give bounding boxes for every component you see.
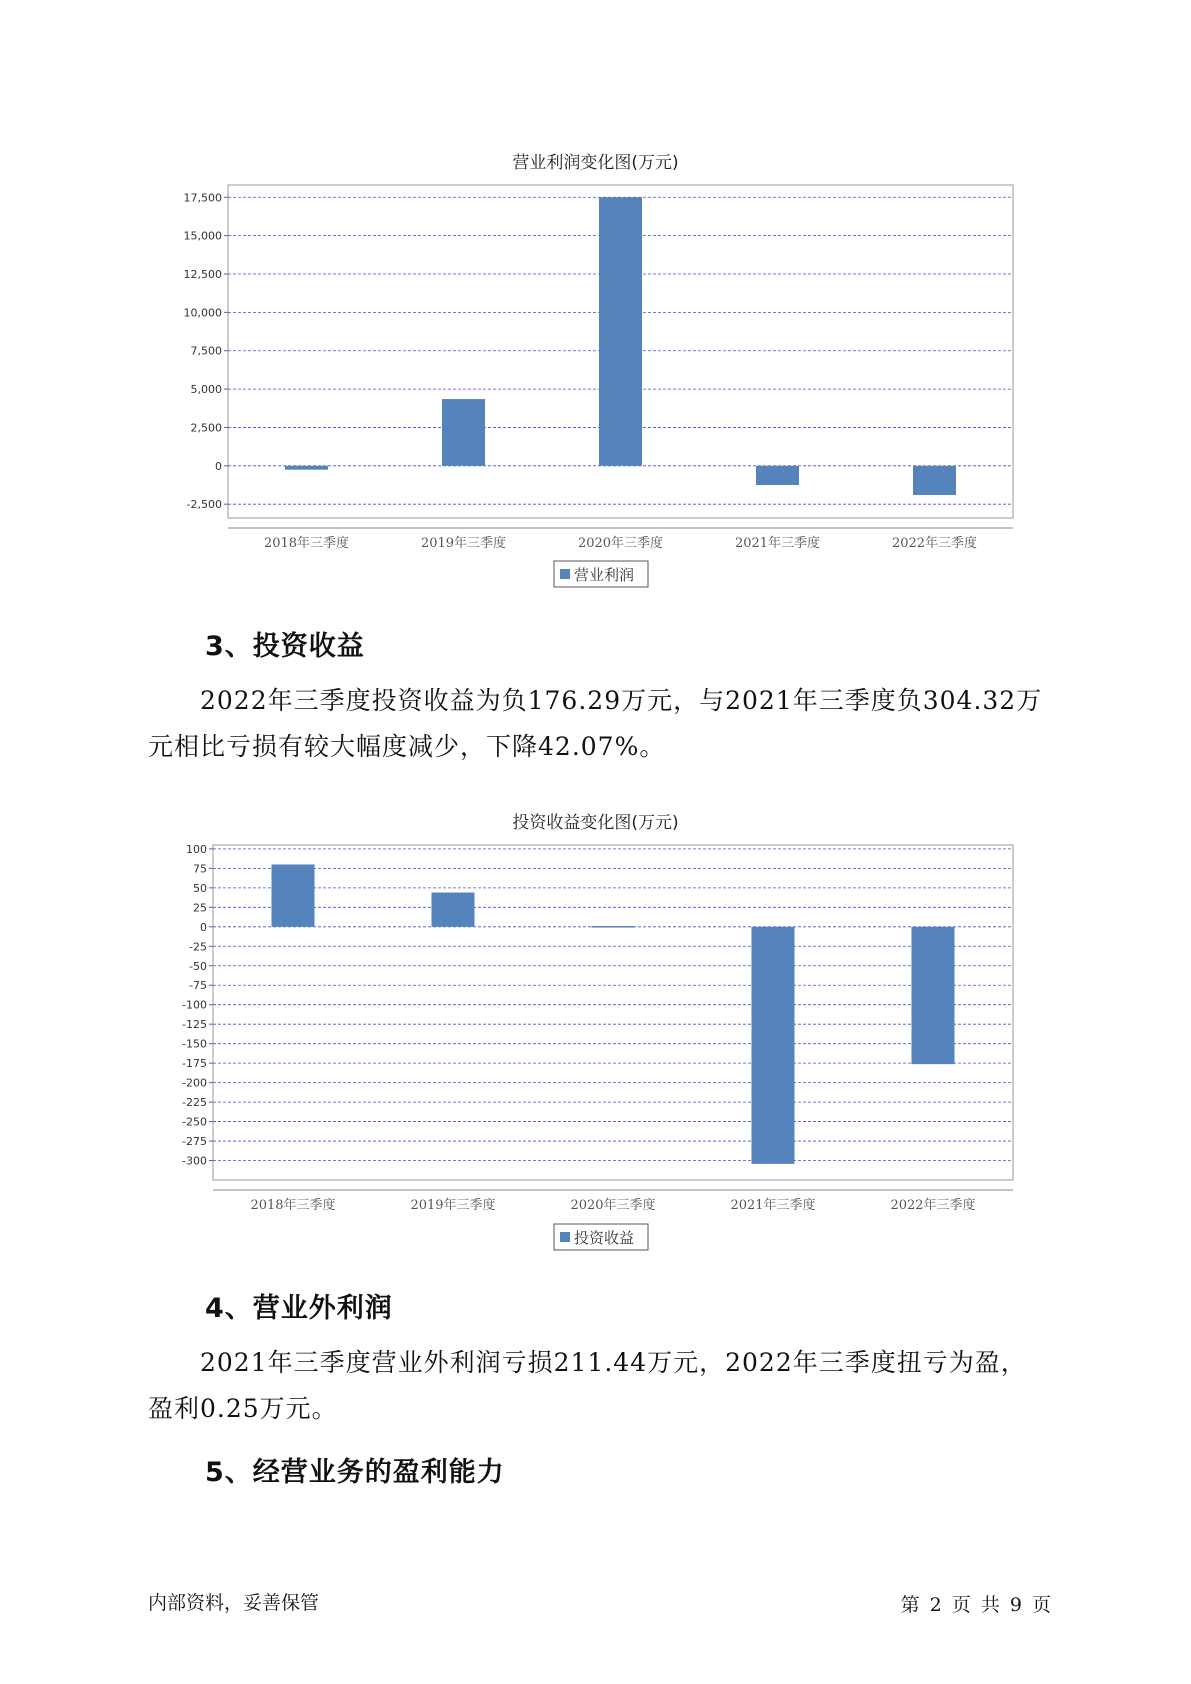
section-heading-investment-income: 3、投资收益 xyxy=(205,631,365,662)
y-tick-label: 10,000 xyxy=(183,306,222,320)
y-tick-label: -125 xyxy=(182,1018,207,1032)
y-tick-label: -150 xyxy=(182,1037,207,1051)
y-tick-label: -200 xyxy=(182,1076,207,1090)
x-tick-label: 2020年三季度 xyxy=(577,536,664,551)
legend xyxy=(554,1224,648,1250)
x-tick-label: 2018年三季度 xyxy=(263,536,350,551)
x-tick-label: 2020年三季度 xyxy=(570,1198,656,1213)
x-tick-label: 2019年三季度 xyxy=(410,1198,496,1213)
bar-4 xyxy=(912,927,955,1064)
plot-area xyxy=(213,845,1013,1180)
y-tick-label: 17,500 xyxy=(183,191,222,205)
para-line: 盈利0.25万元。 xyxy=(148,1394,338,1423)
para-line: 2021年三季度营业外利润亏损211.44万元，2022年三季度扭亏为盈， xyxy=(200,1348,1027,1377)
y-tick-label: 7,500 xyxy=(190,344,222,358)
y-tick-label: -75 xyxy=(189,979,207,993)
x-tick-label: 2021年三季度 xyxy=(730,1198,816,1213)
chart-title-investment-income: 投资收益变化图(万元) xyxy=(512,813,679,833)
section-heading-profitability: 5、经营业务的盈利能力 xyxy=(205,1457,505,1488)
y-tick-label: 25 xyxy=(193,901,207,915)
y-tick-label: 50 xyxy=(193,881,207,895)
footer-confidential-note: 内部资料，妥善保管 xyxy=(148,1592,320,1614)
legend-label: 投资收益 xyxy=(574,1229,635,1247)
legend-swatch xyxy=(560,1232,570,1242)
y-tick-label: 15,000 xyxy=(183,229,222,243)
y-tick-label: -250 xyxy=(182,1115,207,1129)
x-tick-label: 2018年三季度 xyxy=(250,1198,336,1213)
x-tick-label: 2021年三季度 xyxy=(734,536,821,551)
y-tick-label: 12,500 xyxy=(183,268,222,282)
bar-1 xyxy=(432,893,475,927)
x-tick-label: 2022年三季度 xyxy=(891,536,978,551)
para-line: 2022年三季度投资收益为负176.29万元，与2021年三季度负304.32万 xyxy=(200,686,1043,715)
chart-title-operating-profit: 营业利润变化图(万元) xyxy=(512,153,679,173)
y-tick-label: -2,500 xyxy=(186,498,222,512)
y-tick-label: -175 xyxy=(182,1057,207,1071)
section-heading-non-operating-profit: 4、营业外利润 xyxy=(205,1293,393,1324)
bar-2 xyxy=(592,926,635,928)
footer-page-number: 第 2 页 共 9 页 xyxy=(900,1594,1051,1616)
x-tick-label: 2019年三季度 xyxy=(420,536,507,551)
y-tick-label: 2,500 xyxy=(190,421,222,435)
y-tick-label: -100 xyxy=(182,998,207,1012)
bar-3 xyxy=(752,927,795,1164)
y-tick-label: -300 xyxy=(182,1154,207,1168)
para-line: 元相比亏损有较大幅度减少，下降42.07%。 xyxy=(148,732,666,761)
non-operating-profit-paragraph xyxy=(148,1340,1048,1432)
y-tick-label: -50 xyxy=(189,959,207,973)
y-tick-label: -225 xyxy=(182,1096,207,1110)
bar-0 xyxy=(272,864,315,926)
legend-label: 营业利润 xyxy=(574,566,635,584)
x-tick-label: 2022年三季度 xyxy=(890,1198,976,1213)
y-tick-label: 0 xyxy=(215,459,222,473)
y-tick-label: 100 xyxy=(186,842,207,856)
y-tick-label: 0 xyxy=(200,920,207,934)
y-tick-label: -275 xyxy=(182,1135,207,1149)
y-tick-label: -25 xyxy=(189,940,207,954)
y-tick-label: 5,000 xyxy=(190,383,222,397)
y-tick-label: 75 xyxy=(193,862,207,876)
